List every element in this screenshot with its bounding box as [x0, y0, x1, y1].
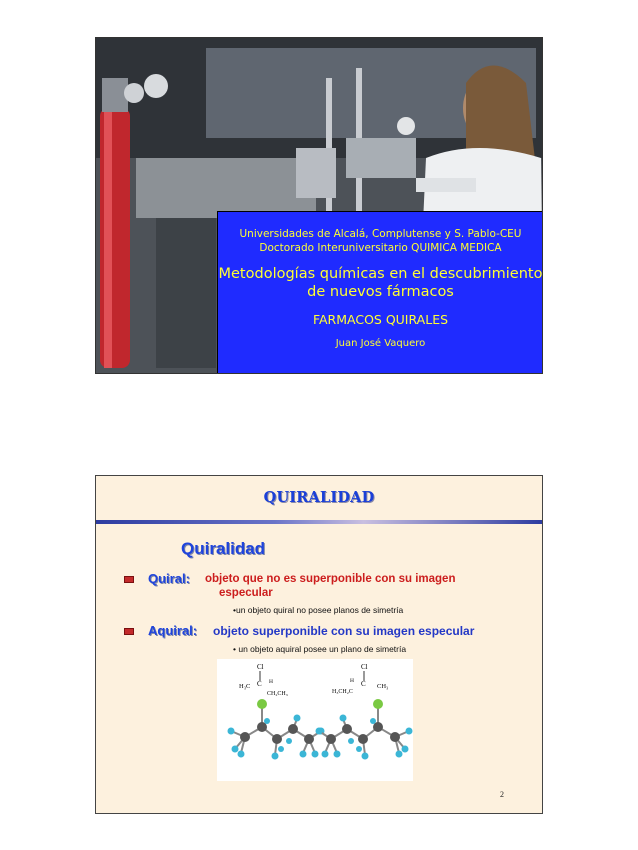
- chiral-molecules-illustration: [217, 659, 413, 781]
- svg-text:C: C: [257, 680, 262, 688]
- bullet-icon: [124, 576, 134, 583]
- quiral-definition-line1: objeto que no es superponible con su imagen: [205, 573, 456, 585]
- program-line: Doctorado Interuniversitario QUIMICA MEDICA: [259, 242, 502, 254]
- chlorine-atom-icon: [257, 699, 267, 709]
- aquiral-note: • un objeto aquiral posee un plano de simetría: [233, 644, 407, 654]
- left-h-label: H: [269, 679, 273, 685]
- quiral-term: Quiral:: [148, 571, 190, 586]
- left-h3c-label: H₃C: [239, 683, 251, 690]
- page-number: 2: [500, 790, 504, 799]
- left-cl-label: Cl: [257, 663, 264, 671]
- universities-line: Universidades de Alcalá, Complutense y S. Pablo-CEU: [239, 228, 522, 240]
- section-heading: Quiralidad: [181, 539, 266, 558]
- course-title-line1: Metodologías químicas en el descubrimiento: [218, 266, 543, 282]
- title-box: [217, 211, 543, 374]
- left-ch2ch3-label: CH₂CH₃: [267, 691, 288, 697]
- right-cl-label: Cl: [361, 663, 368, 671]
- chlorine-atom-icon: [373, 699, 383, 709]
- right-h3cch2-label: H₃CH₂C: [332, 689, 353, 695]
- title-divider: [96, 520, 542, 524]
- bullet-icon: [124, 628, 134, 635]
- title-slide: [95, 37, 543, 374]
- svg-text:C: C: [361, 680, 366, 688]
- aquiral-definition: objeto superponible con su imagen especular: [213, 624, 475, 638]
- right-h-label: H: [350, 678, 354, 684]
- right-ch3-label: CH₃: [377, 683, 389, 690]
- quiral-definition-line2: especular: [219, 587, 273, 599]
- slide-title: QUIRALIDAD: [263, 489, 375, 506]
- author-name: Juan José Vaquero: [335, 338, 426, 349]
- course-title: [218, 265, 543, 301]
- quiralidad-slide: [95, 475, 543, 814]
- course-title-line2: de nuevos fármacos: [307, 284, 454, 300]
- quiral-note: •un objeto quiral no posee planos de simetría: [233, 605, 404, 615]
- aquiral-term: Aquiral:: [148, 623, 198, 638]
- slide-subtitle: FARMACOS QUIRALES: [312, 312, 449, 327]
